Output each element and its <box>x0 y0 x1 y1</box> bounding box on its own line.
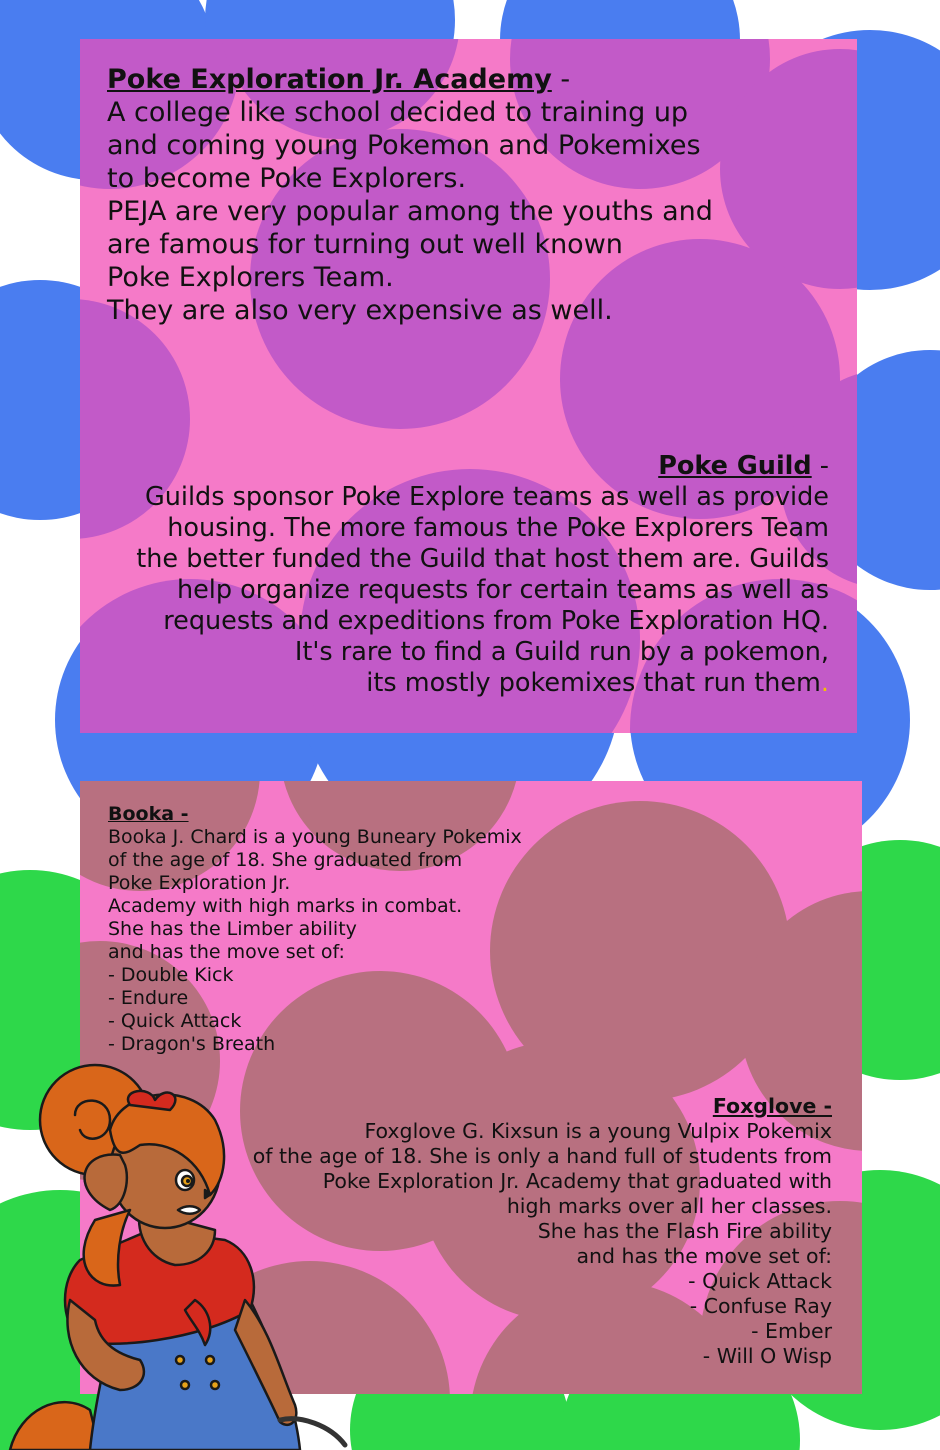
academy-line: Poke Explorers Team. <box>107 262 394 293</box>
academy-guild-panel <box>80 39 857 733</box>
character-illustration-icon <box>0 1060 380 1450</box>
foxglove-line: of the age of 18. She is only a hand full of students from <box>252 1144 832 1168</box>
guild-line: Guilds sponsor Poke Explore teams as well as provide <box>144 482 829 512</box>
booka-description <box>108 803 608 1056</box>
booka-line: and has the move set of: <box>108 941 345 963</box>
guild-heading-dash: - <box>811 451 829 481</box>
booka-line: Poke Exploration Jr. <box>108 872 291 894</box>
academy-line: A college like school decided to training up <box>107 97 689 128</box>
booka-line: Academy with high marks in combat. <box>108 895 463 917</box>
academy-heading-dash: - <box>551 64 571 95</box>
foxglove-move: - Ember <box>751 1319 832 1343</box>
guild-line: its mostly pokemixes that run them <box>366 668 821 698</box>
foxglove-line: high marks over all her classes. <box>506 1194 832 1218</box>
booka-move: - Double Kick <box>108 964 234 986</box>
academy-description <box>107 63 837 327</box>
guild-line: It's rare to find a Guild run by a pokemon, <box>294 637 829 667</box>
academy-line: and coming young Pokemon and Pokemixes <box>107 130 701 161</box>
foxglove-move: - Confuse Ray <box>689 1294 832 1318</box>
foxglove-line: Foxglove G. Kixsun is a young Vulpix Pokemix <box>364 1119 832 1143</box>
booka-move: - Quick Attack <box>108 1010 242 1032</box>
foxglove-line: She has the Flash Fire ability <box>537 1219 832 1243</box>
booka-heading: Booka - <box>108 803 189 825</box>
foxglove-line: Poke Exploration Jr. Academy that graduated with <box>322 1169 832 1193</box>
guild-line: help organize requests for certain teams as well as <box>176 575 829 605</box>
booka-move: - Endure <box>108 987 189 1009</box>
guild-line: housing. The more famous the Poke Explorers Team <box>167 513 829 543</box>
guild-trailing-dot: . <box>820 668 829 698</box>
booka-line: Booka J. Chard is a young Buneary Pokemix <box>108 826 522 848</box>
academy-line: PEJA are very popular among the youths and <box>107 196 713 227</box>
foxglove-line: and has the move set of: <box>576 1244 832 1268</box>
booka-move: - Dragon's Breath <box>108 1033 276 1055</box>
booka-line: of the age of 18. She graduated from <box>108 849 463 871</box>
guild-line: the better funded the Guild that host them are. Guilds <box>136 544 829 574</box>
academy-line: to become Poke Explorers. <box>107 163 467 194</box>
guild-line: requests and expeditions from Poke Exploration HQ. <box>163 606 829 636</box>
guild-heading: Poke Guild <box>658 451 812 481</box>
foxglove-move: - Will O Wisp <box>702 1344 832 1368</box>
foxglove-heading: Foxglove - <box>712 1094 832 1118</box>
academy-line: They are also very expensive as well. <box>107 295 613 326</box>
booka-line: She has the Limber ability <box>108 918 357 940</box>
foxglove-move: - Quick Attack <box>688 1269 832 1293</box>
academy-line: are famous for turning out well known <box>107 229 623 260</box>
guild-description <box>80 451 829 699</box>
academy-heading: Poke Exploration Jr. Academy <box>107 64 552 95</box>
